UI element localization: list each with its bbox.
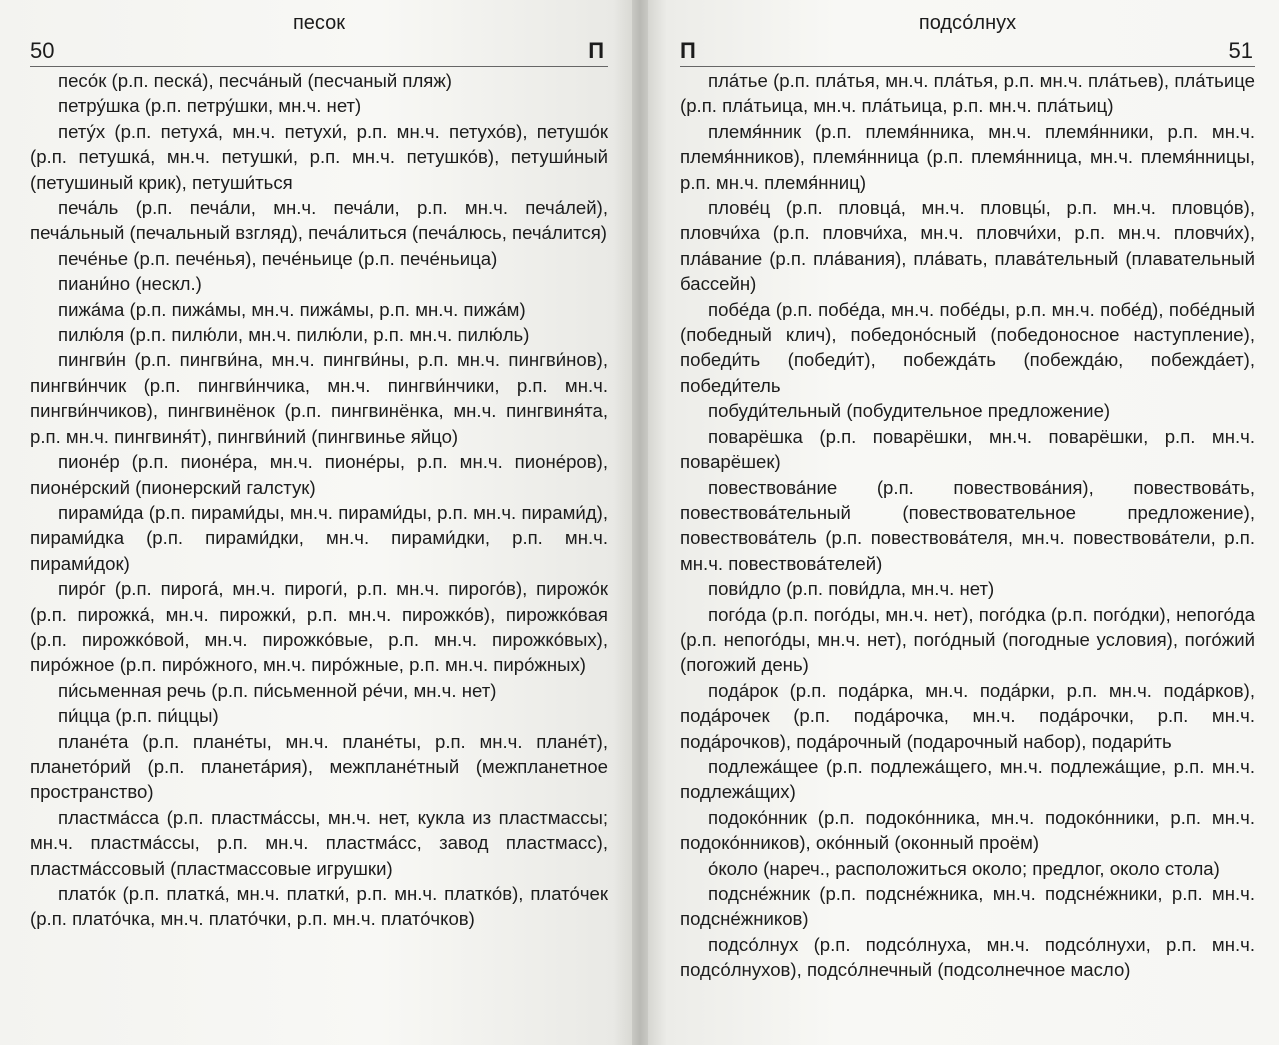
left-page xyxy=(0,0,632,1045)
right-page-header xyxy=(680,10,1255,62)
dictionary-entry: пету́х (р.п. петуха́, мн.ч. петухи́, р.п. мн.ч. петухо́в), петушо́к (р.п. петушка́, мн.ч. петушки́, р.п. мн.ч. петушко́в), петуши́ный (петушиный крик), петуши́ться xyxy=(30,120,608,193)
dictionary-entry: пижа́ма (р.п. пижа́мы, мн.ч. пижа́мы, р.п. мн.ч. пижа́м) xyxy=(58,298,526,320)
page-number: 51 xyxy=(1228,38,1253,63)
dictionary-entry: пирами́да (р.п. пирами́ды, мн.ч. пирами́ды, р.п. мн.ч. пирами́д), пирами́дка (р.п. пирами́дки, мн.ч. пирами́дки, р.п. мн.ч. пирами́док) xyxy=(30,501,608,574)
dictionary-entry: пилю́ля (р.п. пилю́ли, мн.ч. пилю́ли, р.п. мн.ч. пилю́ль) xyxy=(58,324,530,346)
dictionary-entry: пингви́н (р.п. пингви́на, мн.ч. пингви́ны, р.п. мн.ч. пингви́нов), пингви́нчик (р.п. пингви́нчика, мн.ч. пингви́нчики, р.п. мн.ч. пингви́нчиков), пингвинёнок (р.п. пингвинёнка, мн.ч. пингвиня́та, р.п. мн.ч. пингвиня́т), пингви́ний (пингвинье яйцо) xyxy=(30,349,608,447)
dictionary-entry: пода́рок (р.п. пода́рка, мн.ч. пода́рки, р.п. мн.ч. пода́рков), пода́рочек (р.п. пода́рочка, мн.ч. пода́рочки, р.п. мн.ч. пода́рочков), пода́рочный (подарочный набор), подари́ть xyxy=(680,679,1255,752)
dictionary-entry: побуди́тельный (побудительное предложение) xyxy=(708,400,1111,422)
left-page-header xyxy=(30,10,608,62)
header-rule xyxy=(680,66,1255,67)
dictionary-entry: побе́да (р.п. побе́да, мн.ч. побе́ды, р.п. мн.ч. побе́д), побе́дный (победный клич), победоно́сный (победоносное наступление), победи́ть (победи́т), побежда́ть (побежда́ю, побежда́ет), победи́тель xyxy=(680,298,1255,396)
dictionary-entry: плане́та (р.п. плане́ты, мн.ч. плане́ты, р.п. мн.ч. плане́т), плането́рий (р.п. планета́рия), межплане́тный (межпланетное пространство) xyxy=(30,730,608,803)
dictionary-entry: подлежа́щее (р.п. подлежа́щего, мн.ч. подлежа́щие, р.п. мн.ч. подлежа́щих) xyxy=(680,755,1255,803)
dictionary-entry: печа́ль (р.п. печа́ли, мн.ч. печа́ли, р.п. мн.ч. печа́лей), печа́льный (печальный взгляд), печа́литься (печа́люсь, печа́лится) xyxy=(30,197,608,244)
dictionary-entry: пла́тье (р.п. пла́тья, мн.ч. пла́тья, р.п. мн.ч. пла́тьев), пла́тьице (р.п. пла́тьица, мн.ч. пла́тьица, р.п. мн.ч. пла́тьиц) xyxy=(680,70,1255,117)
left-page-entries xyxy=(30,68,608,932)
right-page xyxy=(648,0,1279,1045)
dictionary-entry: песо́к (р.п. песка́), песча́ный (песчаный пляж) xyxy=(58,70,453,91)
dictionary-entry: племя́нник (р.п. племя́нника, мн.ч. племя́нники, р.п. мн.ч. племя́нников), племя́нница (р.п. племя́нница, мн.ч. племя́нницы, р.п. мн.ч. племя́нниц) xyxy=(680,120,1255,193)
dictionary-entry: о́коло (нареч., расположиться около; предлог, около стола) xyxy=(708,857,1220,879)
dictionary-entry: плато́к (р.п. платка́, мн.ч. платки́, р.п. мн.ч. платко́в), плато́чек (р.п. плато́чка, мн.ч. плато́чки, р.п. мн.ч. плато́чков) xyxy=(30,883,608,930)
dictionary-entry: пови́дло (р.п. пови́дла, мн.ч. нет) xyxy=(708,578,995,600)
right-page-entries xyxy=(680,68,1255,983)
page-number: 50 xyxy=(30,38,55,63)
section-letter: П xyxy=(588,38,604,63)
dictionary-entry: пи́цца (р.п. пи́ццы) xyxy=(58,705,219,727)
dictionary-entry: пиани́но (нескл.) xyxy=(58,273,202,295)
dictionary-entry: подоко́нник (р.п. подоко́нника, мн.ч. подоко́нники, р.п. мн.ч. подоко́нников), око́нный (оконный проём) xyxy=(680,806,1255,854)
dictionary-entry: пиро́г (р.п. пирога́, мн.ч. пироги́, р.п. мн.ч. пирого́в), пирожо́к (р.п. пирожка́, мн.ч. пирожки́, р.п. мн.ч. пирожко́в), пирожко́вая (р.п. пирожко́вой, мн.ч. пирожко́вые, р.п. мн.ч. пирожко́вых), пиро́жное (р.п. пиро́жного, мн.ч. пиро́жные, р.п. мн.ч. пиро́жных) xyxy=(30,578,608,676)
dictionary-entry: пого́да (р.п. пого́ды, мн.ч. нет), пого́дка (р.п. пого́дки), непого́да (р.п. непого́ды, мн.ч. нет), пого́дный (погодные условия), пого́жий (погожий день) xyxy=(680,603,1255,676)
dictionary-entry: повествова́ние (р.п. повествова́ния), повествова́ть, повествова́тельный (повествовательное предложение), повествова́тель (р.п. повествова́теля, мн.ч. повествова́тели, р.п. мн.ч. повествова́телей) xyxy=(680,476,1255,574)
dictionary-entry: пи́сьменная речь (р.п. пи́сьменной ре́чи, мн.ч. нет) xyxy=(58,679,497,701)
dictionary-entry: подсне́жник (р.п. подсне́жника, мн.ч. подсне́жники, р.п. мн.ч. подсне́жников) xyxy=(680,883,1255,930)
dictionary-entry: подсо́лнух (р.п. подсо́лнуха, мн.ч. подсо́лнухи, р.п. мн.ч. подсо́лнухов), подсо́лнечный (подсолнечное масло) xyxy=(680,933,1255,981)
dictionary-entry: поварёшка (р.п. поварёшки, мн.ч. поварёшки, р.п. мн.ч. поварёшек) xyxy=(680,425,1255,473)
dictionary-entry: пластма́сса (р.п. пластма́ссы, мн.ч. нет, кукла из пластмассы; мн.ч. пластма́ссы, р.п. мн.ч. пластма́сс, завод пластмасс), пластма́ссовый (пластмассовые игрушки) xyxy=(30,806,608,879)
running-head: подсо́лнух xyxy=(918,12,1017,34)
section-letter: П xyxy=(680,38,696,63)
running-head: песок xyxy=(292,12,346,34)
dictionary-entry: плове́ц (р.п. пловца́, мн.ч. пловцы́, р.п. мн.ч. пловцо́в), пловчи́ха (р.п. пловчи́ха, мн.ч. пловчи́хи, р.п. мн.ч. пловчи́х), пла́вание (р.п. пла́вания), пла́вать, плава́тельный (плавательный бассейн) xyxy=(680,197,1255,295)
dictionary-entry: пече́нье (р.п. пече́нья), пече́ньице (р.п. пече́ньица) xyxy=(58,247,498,269)
header-rule xyxy=(30,66,608,67)
dictionary-entry: пионе́р (р.п. пионе́ра, мн.ч. пионе́ры, р.п. мн.ч. пионе́ров), пионе́рский (пионерский галстук) xyxy=(30,451,608,498)
book-gutter xyxy=(632,0,648,1045)
dictionary-entry: петру́шка (р.п. петру́шки, мн.ч. нет) xyxy=(58,95,362,117)
